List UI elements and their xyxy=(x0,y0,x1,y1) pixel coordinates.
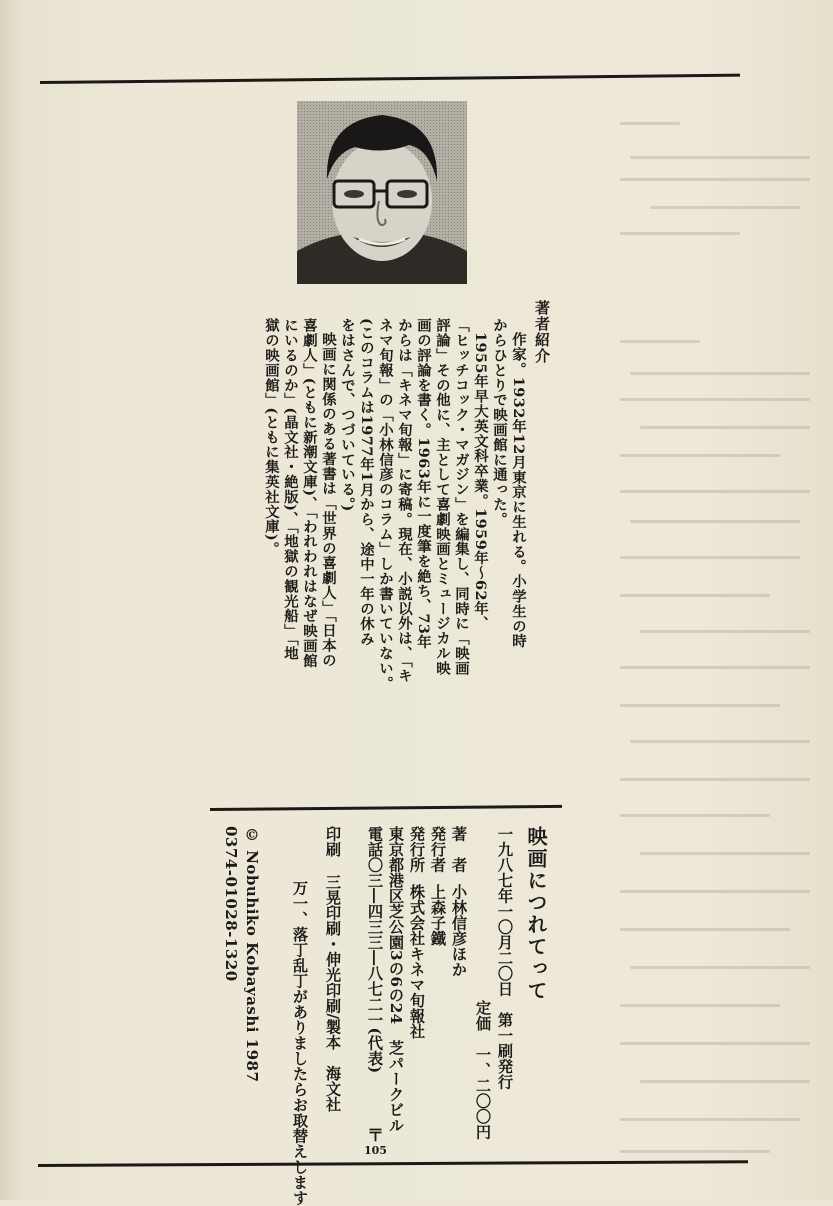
profile-line-3: 1955年早大英文科卒業。1959年〜62年、 xyxy=(472,332,489,631)
profile-line-11: 映画に関係のある著書は「世界の喜劇人」「日本の xyxy=(320,332,337,668)
profile-line-7: からは「キネマ旬報」に寄稿。現在、小説以外は、「キ xyxy=(396,318,413,684)
copyright: © Nobuhiko Kobayashi 1987 xyxy=(243,826,261,1083)
profile-line-1: 作家。1932年12月東京に生れる。小学生の時 xyxy=(510,332,527,649)
profile-line-12: 喜劇人」(ともに新潮文庫)、「われわれはなぜ映画館 xyxy=(301,318,318,669)
price: 定価 一、二〇〇円 xyxy=(474,1000,492,1140)
profile-line-8: ネマ旬報」の「小林信彦のコラム」しか書いていない。 xyxy=(377,318,394,691)
book-title: 映画につれてって xyxy=(524,826,548,1002)
profile-line-5: 評論」その他に、主として喜劇映画とミュージカル映 xyxy=(434,318,451,676)
postal-number: 105 xyxy=(364,1144,387,1157)
author-label: 著 者 xyxy=(450,826,468,873)
book-code: 0374-01028-1320 xyxy=(222,826,240,982)
postal-code xyxy=(364,1128,387,1156)
profile-line-6: 画の評論を書く。1963年に一度筆を絶ち、73年 xyxy=(415,318,432,650)
postal-mark-icon: 〒 xyxy=(366,1126,384,1146)
author-name: 小林信彦ほか xyxy=(450,884,468,977)
profile-line-10: をはさんで、つづいている。) xyxy=(339,318,356,512)
phone: 電話〇三―四三三―八七二一(代表) xyxy=(366,826,384,1074)
printer-label: 印刷 xyxy=(324,826,342,857)
profile-line-14: 獄の映画館」(ともに集英社文庫)。 xyxy=(263,318,280,557)
publisher-person: 上森子鐵 xyxy=(429,884,447,946)
publish-date: 一九八七年一〇月二〇日 第一刷発行 xyxy=(496,826,514,1090)
profile-line-4: 「ヒッチコック・マガジン」を編集し、同時に「映画 xyxy=(453,318,470,676)
show-through-text xyxy=(610,110,820,1170)
notice: 万一、落丁乱丁がありましたらお取替えします xyxy=(291,880,309,1206)
publisher: 株式会社キネマ旬報社 xyxy=(408,884,426,1039)
publisher-person-label: 発行者 xyxy=(429,826,447,873)
author-photo xyxy=(297,101,467,284)
publisher-label: 発行所 xyxy=(408,826,426,873)
profile-heading: 著者紹介 xyxy=(533,300,551,364)
profile-line-2: からひとりで映画館に通った。 xyxy=(491,318,508,527)
profile-line-13: にいるのか」(晶文社・絶版)、「地獄の観光船」「地 xyxy=(282,318,299,661)
profile-line-9: (このコラムは1977年1月から、途中一年の休み xyxy=(358,318,375,647)
printer: 三晃印刷・伸光印刷/製本 海文社 xyxy=(324,874,342,1113)
address: 東京都港区芝公園3の6の24 芝パークビル xyxy=(387,826,405,1133)
